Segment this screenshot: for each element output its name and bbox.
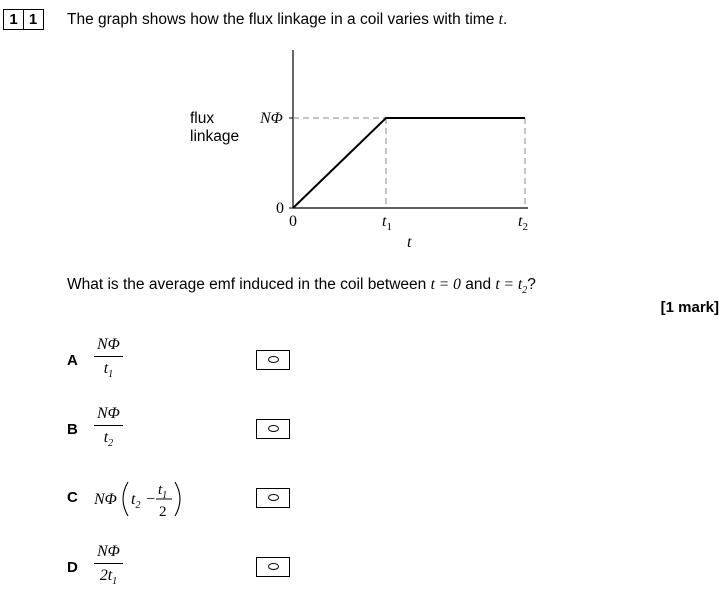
question-number-digit: 1 xyxy=(3,9,24,30)
graph-x-tick-label-t2: $t_2$ xyxy=(518,213,528,233)
option-a-letter: A xyxy=(67,352,78,369)
option-a-denominator: $t_1$ xyxy=(103,360,114,381)
prompt-text: What is the average emf induced in the coil between xyxy=(67,276,431,293)
answer-oval-icon xyxy=(268,563,279,570)
answer-oval-icon xyxy=(268,494,279,501)
option-d-denominator: $2t_1$ xyxy=(99,567,118,588)
option-c-letter: C xyxy=(67,489,78,506)
graph-x-axis-label: t xyxy=(407,234,412,251)
option-b-answer-box[interactable] xyxy=(256,419,290,439)
option-c-frac-numerator: $t_1$ xyxy=(158,482,168,501)
answer-oval-icon xyxy=(268,425,279,432)
graph-x-tick-label-zero: 0 xyxy=(289,213,297,230)
question-text-end: . xyxy=(502,11,508,28)
left-paren xyxy=(123,482,128,516)
option-c-answer-box[interactable] xyxy=(256,488,290,508)
option-a-expression xyxy=(94,336,123,380)
option-d-expression xyxy=(94,543,123,587)
option-d-answer-box[interactable] xyxy=(256,557,290,577)
option-c-minus: − xyxy=(146,491,156,508)
question-text-main: The graph shows how the flux linkage in a coil varies with time xyxy=(67,11,499,28)
option-c-t2: $t_2$ xyxy=(131,491,141,511)
question-prompt xyxy=(67,276,536,296)
graph-y-label-line2: linkage xyxy=(190,128,240,145)
graph-x-tick-label-t1: $t_1$ xyxy=(382,213,392,233)
right-paren xyxy=(175,482,180,516)
prompt-question-mark: ? xyxy=(527,276,536,293)
option-b-expression xyxy=(94,405,123,449)
marks-label: [1 mark] xyxy=(660,299,719,316)
option-b-denominator: $t_2$ xyxy=(103,429,114,450)
question-text-variable: t xyxy=(498,11,503,28)
option-a-answer-box[interactable] xyxy=(256,350,290,370)
prompt-eq1: t = 0 xyxy=(430,276,461,293)
option-a-numerator: NΦ xyxy=(97,336,120,353)
option-c-expression xyxy=(94,476,194,522)
prompt-and: and xyxy=(460,276,496,293)
option-b-numerator: NΦ xyxy=(97,405,120,422)
option-c-lead: NΦ xyxy=(94,491,117,508)
option-d-numerator: NΦ xyxy=(97,543,120,560)
graph-y-tick-label-nphi: NΦ xyxy=(260,110,283,127)
question-number-digit: 1 xyxy=(23,9,44,30)
option-c-frac-denominator: 2 xyxy=(159,504,167,520)
option-b-letter: B xyxy=(67,421,78,438)
option-d-letter: D xyxy=(67,559,78,576)
graph-y-tick-label-zero: 0 xyxy=(276,200,284,217)
graph-flux-line xyxy=(293,118,525,208)
option-c-formula xyxy=(94,476,194,522)
answer-oval-icon xyxy=(268,356,279,363)
prompt-eq2: $t = t_2$ xyxy=(495,276,528,297)
graph-y-label-line1: flux xyxy=(190,110,215,127)
